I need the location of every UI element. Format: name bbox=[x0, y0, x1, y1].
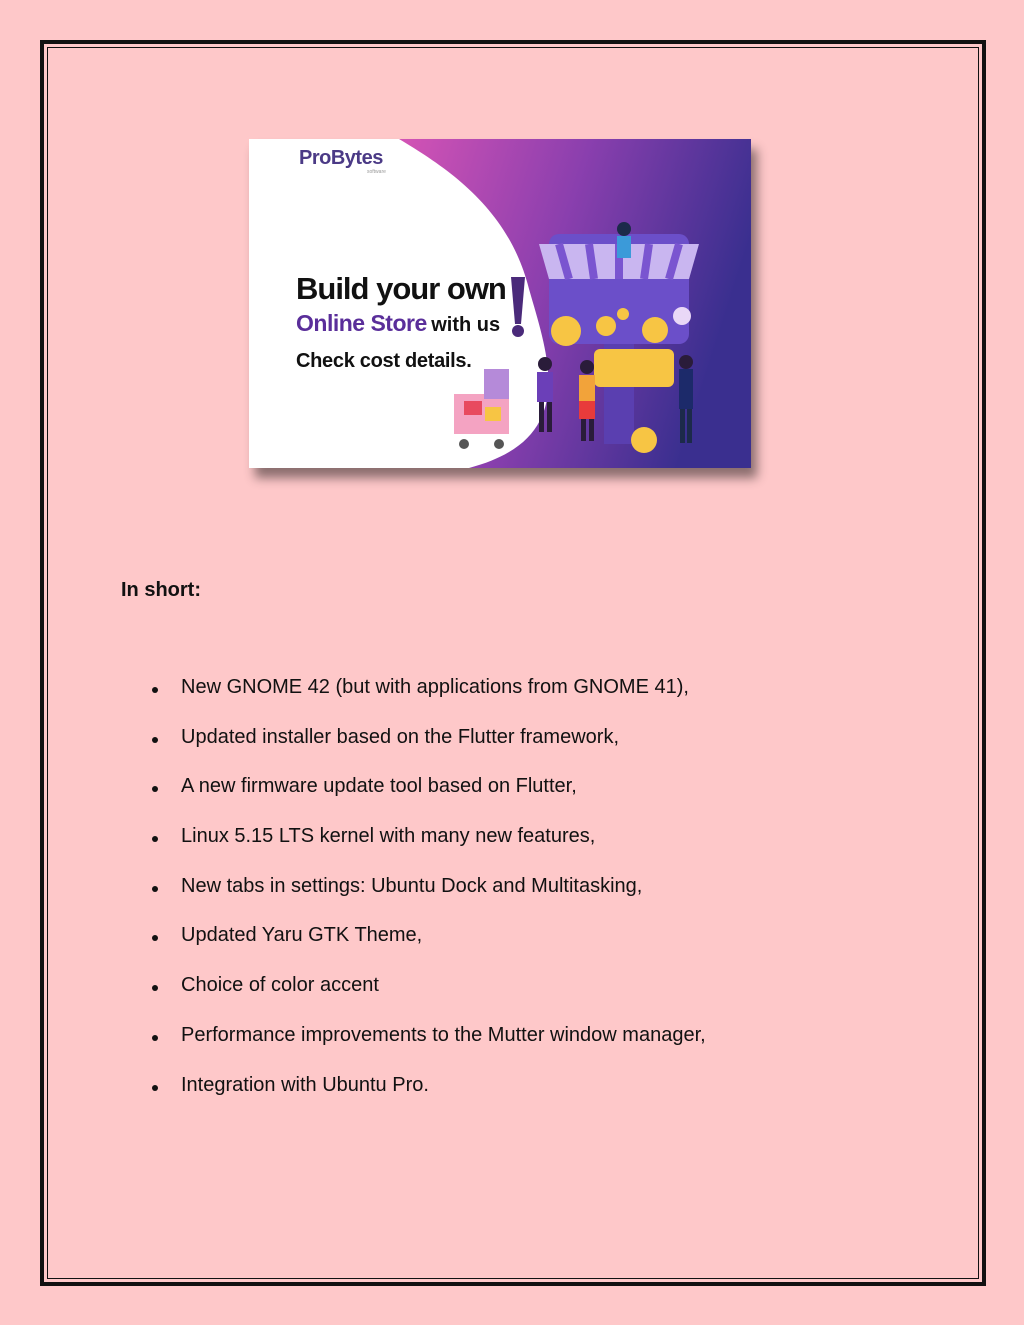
headline-line-1: Build your own bbox=[296, 271, 506, 306]
list-item bbox=[149, 775, 706, 825]
list-item bbox=[149, 924, 706, 974]
list-item-text: New GNOME 42 (but with applications from GNOME 41), bbox=[181, 676, 689, 698]
list-item-text: A new firmware update tool based on Flutter, bbox=[181, 775, 577, 798]
brand-logo-subtext: software bbox=[367, 169, 386, 175]
list-item-text: Updated installer based on the Flutter framework, bbox=[181, 725, 619, 748]
list-item bbox=[149, 974, 706, 1024]
bullet-icon bbox=[152, 1085, 158, 1091]
list-item bbox=[149, 1024, 706, 1074]
bullet-icon bbox=[152, 836, 158, 842]
headline-highlight: Online Store bbox=[296, 310, 427, 336]
headline-line-2 bbox=[296, 306, 506, 344]
bullet-icon bbox=[152, 935, 158, 941]
coin-icon bbox=[551, 316, 581, 346]
list-item-text: Choice of color accent bbox=[181, 974, 379, 997]
brand-logo: ProBytes bbox=[299, 147, 383, 169]
bullet-icon bbox=[152, 786, 158, 792]
bullet-icon bbox=[152, 737, 158, 743]
coin-icon bbox=[596, 316, 616, 336]
bullet-icon bbox=[152, 985, 158, 991]
list-item bbox=[149, 875, 706, 925]
person-icon bbox=[617, 222, 631, 258]
bullet-icon bbox=[152, 1035, 158, 1041]
card-icon bbox=[594, 349, 674, 387]
section-heading: In short: bbox=[121, 579, 201, 601]
feature-list bbox=[149, 676, 706, 1123]
promo-banner-image bbox=[249, 139, 751, 468]
list-item bbox=[149, 726, 706, 776]
shopping-cart-icon bbox=[454, 369, 509, 449]
emoji-icon bbox=[673, 307, 691, 325]
list-item-text: Updated Yaru GTK Theme, bbox=[181, 924, 423, 947]
list-item-text: New tabs in settings: Ubuntu Dock and Multitasking, bbox=[181, 874, 643, 897]
smiley-icon bbox=[642, 317, 668, 343]
banner-headline bbox=[296, 272, 506, 378]
list-item-text: Performance improvements to the Mutter window manager, bbox=[181, 1023, 706, 1046]
bullet-icon bbox=[152, 886, 158, 892]
headline-line-3: Check cost details. bbox=[296, 350, 472, 372]
exclamation-icon bbox=[511, 277, 525, 337]
dollar-coin-icon bbox=[631, 427, 657, 453]
list-item bbox=[149, 825, 706, 875]
list-item bbox=[149, 1074, 706, 1124]
list-item-text: Integration with Ubuntu Pro. bbox=[181, 1073, 429, 1096]
headline-line-2-rest: with us bbox=[431, 314, 501, 336]
list-item-text: Linux 5.15 LTS kernel with many new features, bbox=[181, 825, 596, 848]
bullet-icon bbox=[152, 687, 158, 693]
list-item bbox=[149, 676, 706, 726]
coin-icon bbox=[617, 308, 629, 320]
